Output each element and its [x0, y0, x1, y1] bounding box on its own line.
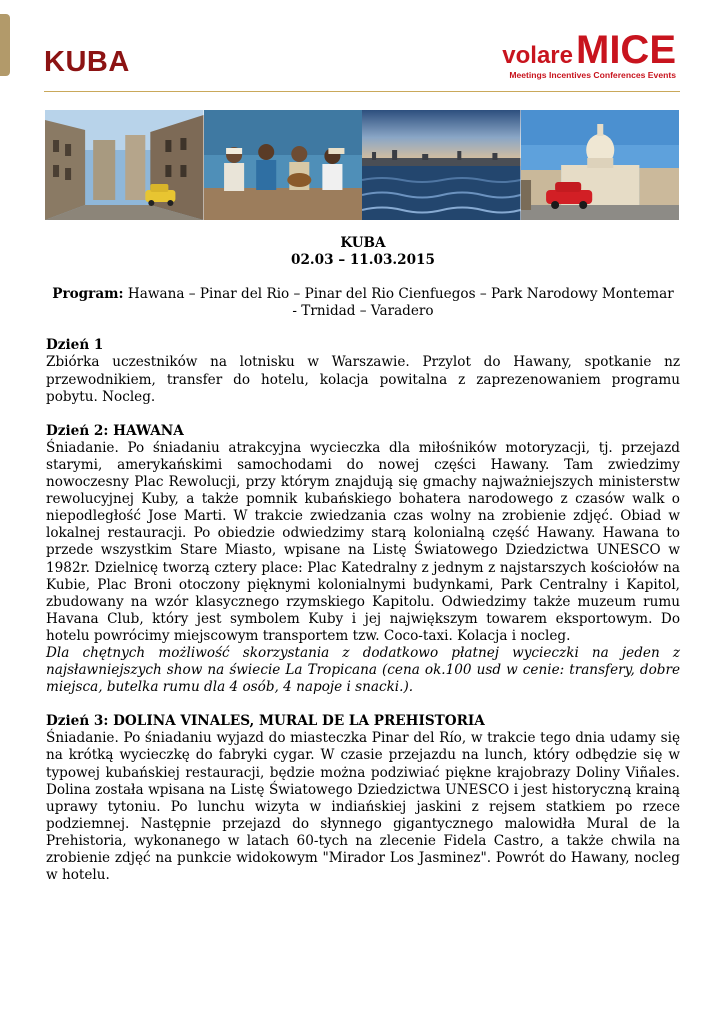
day-1-text: Zbiórka uczestników na lotnisku w Warszawie. Przylot do Hawany, spotkanie nz przewodnikiem, transfer do hotelu, kolacja powitalna z zaprezenowaniem programu pobytu. Nocleg. — [46, 354, 680, 405]
day-3-heading: Dzień 3: DOLINA VINALES, MURAL DE LA PREHISTORIA — [46, 713, 485, 730]
day-2-text: Śniadanie. Po śniadaniu atrakcyjna wycieczka dla miłośników motoryzacji, tj. przejazd starymi, amerykańskimi samochodami do nowej części Hawany. Tam zwiedzimy nowoczesny Plac Rewolucji, przy którym znajdują się gmachy najważniejszych ministerstw rewolucyjnej Kuby, a także pomnik kubańskiego bohatera narodowego z czasów walk o niepodległość Jose Marti. W trakcie zwiedzania czas wolny na zrobienie zdjęć. Obiad w lokalnej restauracji. Po obiedzie odwiedzimy starą kolonialną część Hawany. Hawana to przede wszystkim Stare Miasto, wpisane na Listę Światowego Dziedzictwa UNESCO w 1982r. Dzielnicę tworzą cztery place: Plac Katedralny z jednym z najstarszych kościołów na Kubie, Plac Broni otoczony pięknymi kolonialnymi budynkami, Park Centralny i Kapitol, zbudowany na wzór klasycznego rzymskiego Kapitolu. Odwiedzimy także muzeum rumu Havana Club, który jest symbolem Kuby i jej największym towarem eksportowym. Do hotelu powrócimy miejscowym transportem tzw. Coco-taxi. Kolacja i nocleg. — [46, 439, 680, 644]
trip-name: KUBA — [340, 235, 386, 251]
day-2-optional-note: Dla chętnych możliwość skorzystania z dodatkowo płatnej wycieczki na jeden z najsławniejszych show na świecie La Tropicana (cena ok.100 usd w cenie: transfery, dobre miejsca, butelka rumu dla 4 osób, 4 napoje i snacki.). — [46, 644, 680, 696]
program-label: Program: — [52, 286, 124, 303]
trip-dates: 02.03 – 11.03.2015 — [291, 252, 435, 269]
logo-tagline: Meetings Incentives Conferences Events — [509, 70, 676, 80]
side-tab-marker — [0, 14, 10, 76]
program-route: Hawana – Pinar del Rio – Pinar del Rio Cienfuegos – Park Narodowy Montemar — [123, 286, 674, 303]
photo-street-with-classic-car — [45, 110, 204, 220]
header-divider — [44, 91, 680, 92]
program-line-2: - Trnidad – Varadero — [292, 303, 434, 320]
day-3-text: Śniadanie. Po śniadaniu wyjazd do miasteczka Pinar del Río, w trakcie tego dnia udamy się na krótką wycieczkę do fabryki cygar. W czasie przejazdu na lunch, który odbędzie się w typowej kubańskiej restauracji, będzie można podziwiać piękne krajobrazy Doliny Viñales. Dolina została wpisana na Listę Światowego Dziedzictwa UNESCO i jest historyczną krainą uprawy tytoniu. Po lunchu wizyta w indiańskiej jaskini z rejsem statkiem po rzece podziemnej. Następnie przejazd do słynnego gigantycznego malowidła Mural de la Prehistoria, wykonanego w latach 60-tych na zlecenie Fidela Castro, a także chwila na zrobienie zdjęć na punkcie widokowym "Mirador Los Jasminez". Powrót do Hawany, nocleg w hotelu. — [46, 730, 680, 884]
logo-volare-text: volare — [502, 42, 573, 69]
photo-capitol-with-red-car — [521, 110, 680, 220]
page-title: KUBA — [44, 46, 130, 78]
photo-strip — [45, 110, 679, 220]
photo-havana-sea-sunset — [362, 110, 521, 220]
document-body — [46, 235, 680, 884]
program-line-1 — [46, 286, 680, 303]
day-2-heading: Dzień 2: HAWANA — [46, 422, 184, 439]
logo-mice-text: MICE — [576, 28, 676, 72]
day-1-heading: Dzień 1 — [46, 337, 104, 354]
photo-musicians-playing — [204, 110, 363, 220]
logo-wordmark — [502, 30, 676, 70]
volare-mice-logo — [470, 30, 680, 86]
